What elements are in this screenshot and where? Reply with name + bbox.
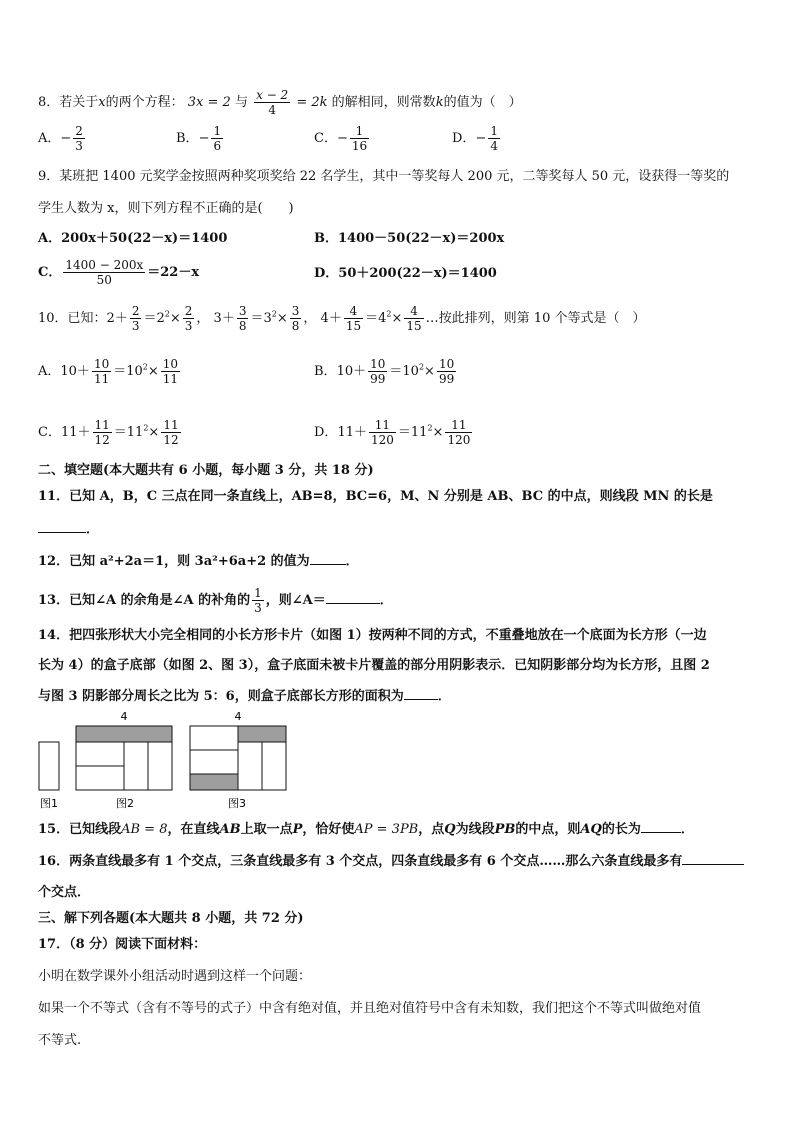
question-11-line-1: 11．已知 A，B，C 三点在同一条直线上，AB=8，BC=6，M、N 分别是 AB、BC 的中点，则线段 MN 的长是 [38,489,713,504]
question-14-line-3: 与图 3 阴影部分周长之比为 5：6，则盒子底部长方形的面积为 ． [38,689,451,704]
question-10: 10．已知：2＋ $\frac{2}{3}$ $=2^2\times$ $\frac{2}{3}$ ， 3＋ $\frac{3}{8}$ $=3^2\times$ $\frac{3}{8}$ ， 4＋ $\frac{4}{15}$ $=4^2\times$ $\frac{4}{15}$ …按此排列，则第 10 个等式是（ ） [38,304,646,333]
section-3-heading: 三、解下列各题(本大题共 8 小题，共 72 分) [38,911,304,926]
q9-option-b: B．1400－50(22－x)＝200x [314,231,505,246]
q10-option-d: D．11＋ $\frac{11}{120}$ $=11^2\times$ $\frac{11}{120}$ [314,418,471,447]
fig2-caption: 图2 [116,797,134,810]
q10-option-b: B．10＋ $\frac{10}{99}$ $=10^2\times$ $\frac{10}{99}$ [314,357,455,386]
question-15: 15．已知线段AB = 8，在直线AB上取一点P，恰好使AP = 3PB，点Q为线段PB的中点，则AQ的长为 ． [38,822,694,837]
question-17-line-3: 如果一个不等式（含有不等号的式子）中含有绝对值，并且绝对值符号中含有未知数，我们把这个不等式叫做绝对值 [38,1001,702,1016]
q8-option-d: D．− $\frac{1}{4}$ [452,124,498,153]
fig2-box [76,726,172,790]
q10-option-c: C．11＋ $\frac{11}{12}$ $=11^2\times$ $\frac{11}{12}$ [38,418,179,447]
q10-option-a: A．10＋ $\frac{10}{11}$ $=10^2\times$ $\frac{10}{11}$ [38,357,179,386]
q9-option-a: A．200x＋50(22－x)＝1400 [38,231,228,246]
answer-blank [682,852,744,865]
answer-blank [38,520,86,533]
question-17-line-2: 小明在数学课外小组活动时遇到这样一个问题： [38,969,312,984]
q14-figures [36,708,296,810]
fig3-box [190,726,286,790]
question-12: 12．已知 a²+2a＝1，则 3a²+6a+2 的值为 ． [38,554,359,569]
question-14-line-1: 14．把四张形状大小完全相同的小长方形卡片（如图 1）按两种不同的方式，不重叠地放在一个底面为长方形（一边 [38,628,707,643]
question-9-line-2: 学生人数为 x，则下列方程不正确的是( ) [38,201,294,216]
section-2-heading: 二、填空题(本大题共有 6 小题，每小题 3 分，共 18 分) [38,463,374,478]
question-16-line-2: 个交点． [38,885,91,900]
fraction: $\frac{x - 2}{4}$ [256,88,289,117]
fig1-card [39,742,59,790]
question-14-line-2: 长为 4）的盒子底部（如图 2、图 3），盒子底面未被卡片覆盖的部分用阴影表示．已知阴影部分均为长方形，且图 2 [38,658,710,673]
question-17-line-1: 17．（8 分）阅读下面材料： [38,937,207,952]
question-9-line-1: 9．某班把 1400 元奖学金按照两种奖项奖给 22 名学生，其中一等奖每人 200 元，二等奖每人 50 元，设获得一等奖的 [38,169,730,184]
question-16-line-1: 16．两条直线最多有 1 个交点，三条直线最多有 3 个交点，四条直线最多有 6 个交点……那么六条直线最多有 [38,852,744,871]
fig1-caption: 图1 [40,797,58,810]
answer-blank [641,820,681,833]
q8-option-b: B．− $\frac{1}{6}$ [176,124,222,153]
answer-blank [326,591,380,604]
question-13: 13．已知∠A 的余角是∠A 的补角的 $\frac{1}{3}$ ，则∠A＝ ． [38,586,393,615]
question-17-line-4: 不等式. [38,1033,82,1048]
q8-option-c: C．− $\frac{1}{16}$ [314,124,368,153]
question-8: 8．若关于x的两个方程： 3x = 2 与 $\frac{x - 2}{4}$ = 2k 的解相同，则常数k的值为（ ） [38,88,522,117]
fig3-dimension-label: 4 [234,710,242,723]
fig3-shade-top [238,726,286,742]
question-11-line-2: ． [38,520,99,539]
q9-option-d: D．50＋200(22－x)＝1400 [314,266,497,281]
q8-option-a: A．− $\frac{2}{3}$ [38,124,83,153]
fig2-shade [76,726,172,742]
fig3-caption: 图3 [228,797,246,810]
fig2-dimension-label: 4 [120,710,128,723]
answer-blank [404,687,438,700]
q9-option-c: C． $\frac{1400 - 200x}{50}$ ＝22－x [38,258,200,287]
fig3-shade-bottom [190,774,238,790]
answer-blank [310,552,346,565]
